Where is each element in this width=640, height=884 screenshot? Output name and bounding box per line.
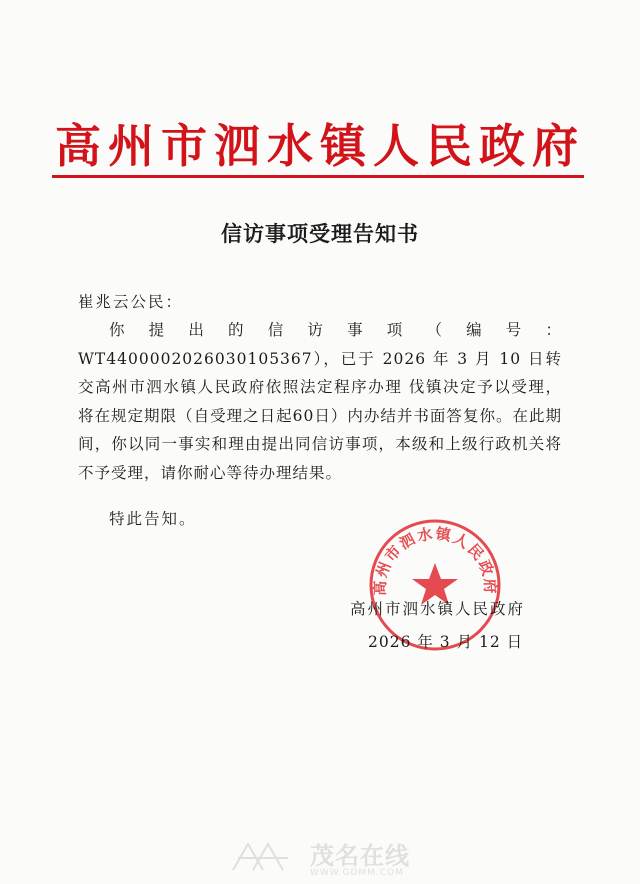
document-title: 信访事项受理告知书 [221,221,419,246]
body-paragraph: 你提出的信访事项（编号：WT4400002026030105367），已于 2026 年 3 月 10 日转交高州市泗水镇人民政府依照法定程序办理 伐镇决定予以受理，将在规定期限（自受理之日起60日）内办结并书面答复你。在此期间，你以同一事实和理由提出同信访事项，本级和上级行政机关将不予受理，请你耐心等待办理结果。 [78,321,562,482]
site-watermark [228,836,428,882]
watermark-url: WWW.GDMM.COM [310,868,404,878]
signer-name: 高州市泗水镇人民政府 [350,600,526,618]
closing-line: 特此告知。 [109,510,197,528]
letterhead-rule [52,175,584,178]
recipient-line: 崔兆云公民： [78,293,184,311]
seal-text: 高州市泗水镇人民政府 [370,524,500,596]
watermark-brand: 茂名在线 [310,842,410,870]
letterhead-title: 高州市泗水镇人民政府 [55,119,585,173]
issue-date: 2026 年 3 月 12 日 [368,633,524,651]
watermark-logo-icon [228,836,298,876]
